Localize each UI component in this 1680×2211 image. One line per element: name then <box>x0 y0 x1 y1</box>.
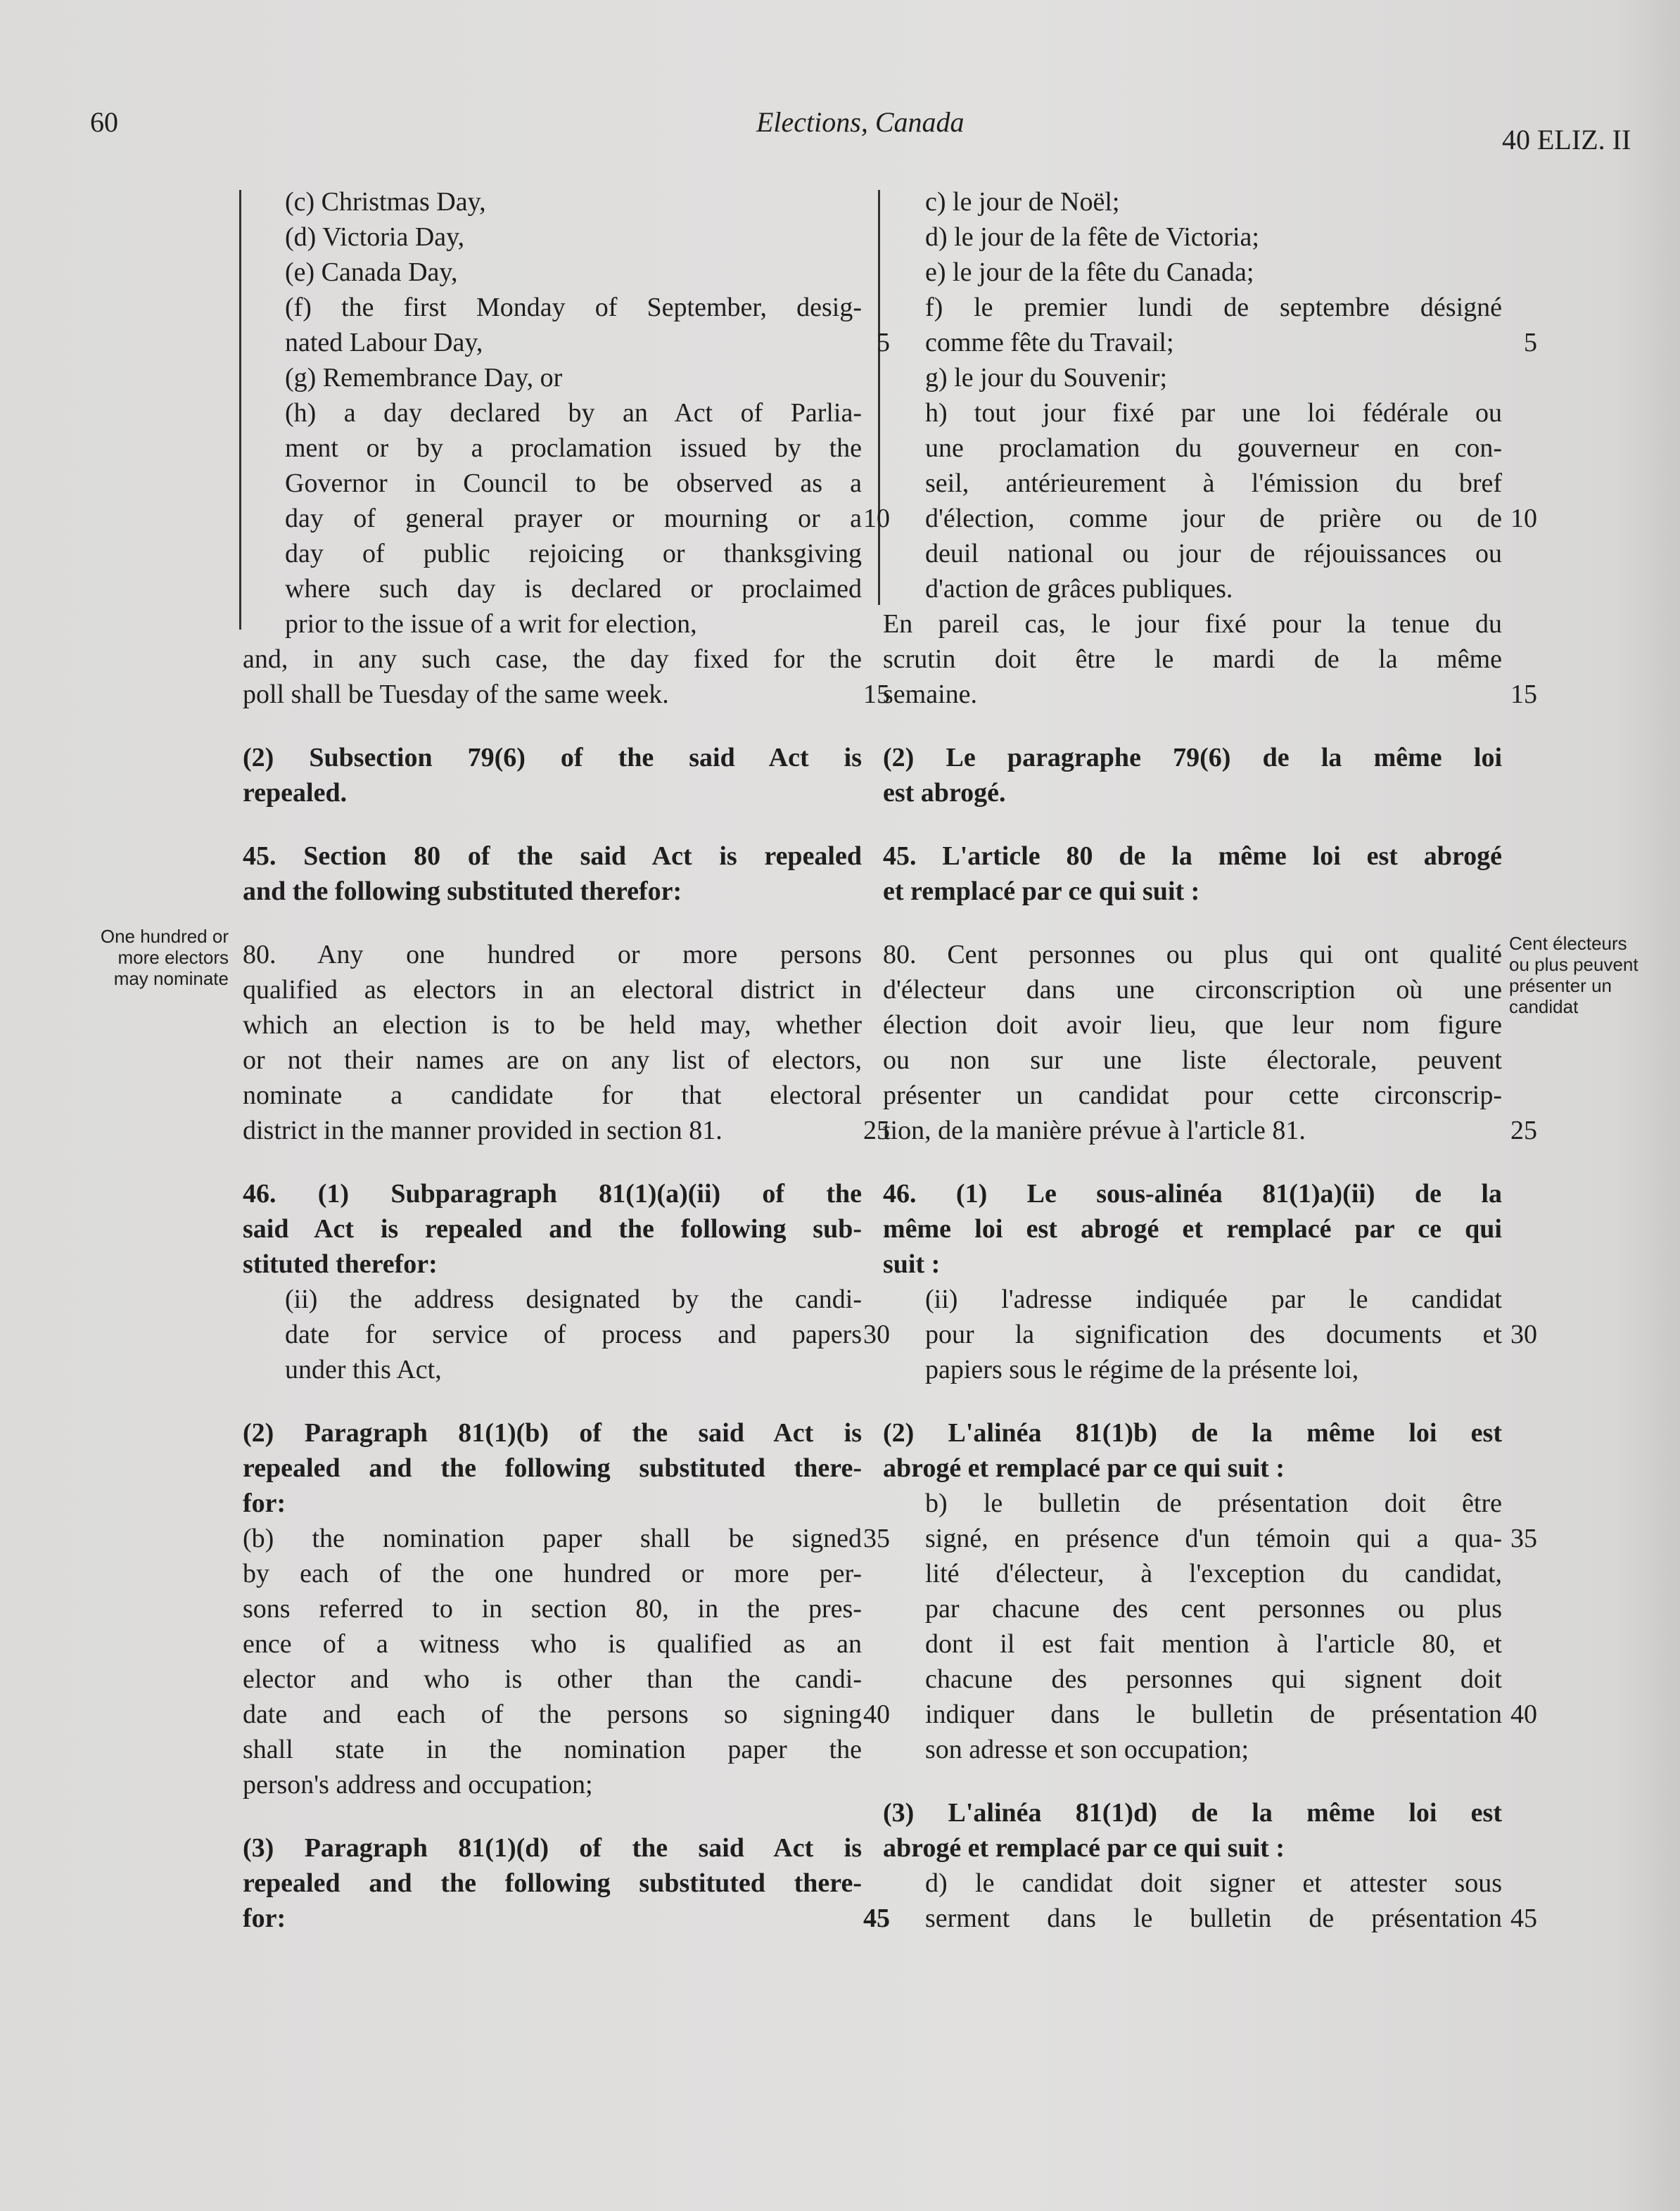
section-80-en: 80. Any one hundred or more persons qualified as electors in an electoral district in which an election is to be held may, whether or not their names are on any list of electors, nominate a candidate for that electoral district in the manner provided in section 81. 25 <box>243 937 862 1148</box>
amendment-2-en: (2) Subsection 79(6) of the said Act is repealed. <box>243 743 862 808</box>
line-number: 40 <box>1510 1700 1537 1729</box>
paragraph-b-en: (b) the nomination paper shall be signed 35 by each of the one hundred or more per- sons referred to in section 80, in the pres- ence of a witness who is qualified as an elector and who is other than the candi- date and each of the persons so signing 40 shall state in the nomination paper the person's address and occupation; <box>243 1521 862 1802</box>
amendment-bar-en <box>239 190 241 630</box>
holiday-list-fr: c) le jour de Noël; d) le jour de la fête de Victoria; e) le jour de la fête du Canada; f) le premier lundi de septembre désigné comme fête du Travail; 5 g) le jour du Souvenir; h) tout jour fixé par une loi fédérale ou une proclamation du gouverneur en con- seil, antérieurement à l'émission du bref d'élection, comme jour de prière ou de 10 deuil national ou jour de réjouissances ou d'action de grâces publiques. <box>925 187 1537 604</box>
line-number: 30 <box>1510 1320 1537 1349</box>
margin-note-fr: Cent électeurs ou plus peuvent présenter un candidat <box>1509 933 1638 1017</box>
line-number: 45 <box>863 1904 890 1933</box>
section-80-fr: 80. Cent personnes ou plus qui ont qualité d'électeur dans une circonscription où une élection doit avoir lieu, que leur nom figure ou non sur une liste électorale, peuvent présenter un candidat pour cette circonscrip- tion, de la manière prévue à l'article 81. 25 <box>883 937 1502 1148</box>
paragraph-b-fr: b) le bulletin de présentation doit être signé, en présence d'un témoin qui a qua- 35 lité d'électeur, à l'exception du candidat, par chacune des cent personnes ou plus dont il est fait mention à l'article 80, et chacune des personnes qui signent doit indiquer dans le bulletin de présentation 40 son adresse et son occupation; <box>925 1489 1537 1764</box>
line-number: 10 <box>863 504 890 533</box>
english-column <box>243 184 890 1936</box>
section-46-2-en: (2) Paragraph 81(1)(b) of the said Act is repealed and the following substituted there- for: <box>243 1418 862 1518</box>
page-number: 60 <box>90 106 118 138</box>
line-number: 5 <box>877 328 890 357</box>
subparagraph-ii-en: (ii) the address designated by the candi- date for service of process and papers 30 under this Act, <box>285 1285 890 1384</box>
section-46-fr: 46. (1) Le sous-alinéa 81(1)a)(ii) de la même loi est abrogé et remplacé par ce qui suit : <box>883 1179 1502 1279</box>
amendment-2-fr: (2) Le paragraphe 79(6) de la même loi est abrogé. <box>883 743 1502 808</box>
section-46-3-fr: (3) L'alinéa 81(1)d) de la même loi est abrogé et remplacé par ce qui suit : <box>883 1798 1502 1863</box>
line-number: 15 <box>1510 680 1537 709</box>
line-number: 25 <box>863 1116 890 1145</box>
holiday-list-en: (c) Christmas Day, (d) Victoria Day, (e) Canada Day, (f) the first Monday of September, desig- nated Labour Day, 5 (g) Remembrance Day, or (h) a day declared by an Act of Parlia- ment or by a proclamation issued by the Governor in Council to be observed as a day of general prayer or mourning or a 10 day of public rejoicing or thanksgiving where such day is declared or proclaimed prior to the issue of a writ for election, <box>285 187 890 639</box>
section-46-en: 46. (1) Subparagraph 81(1)(a)(ii) of the said Act is repealed and the following sub- stituted therefor: <box>243 1179 862 1279</box>
french-column <box>883 184 1537 1936</box>
section-46-3-en: (3) Paragraph 81(1)(d) of the said Act is repealed and the following substituted there- for: 45 <box>243 1830 862 1936</box>
regnal-year: 40 ELIZ. II <box>1502 124 1631 155</box>
line-number: 10 <box>1510 504 1537 533</box>
closing-en: and, in any such case, the day fixed for the poll shall be Tuesday of the same week. 15 <box>243 642 862 712</box>
section-45-fr: 45. L'article 80 de la même loi est abrogé et remplacé par ce qui suit : <box>883 841 1502 906</box>
section-46-2-fr: (2) L'alinéa 81(1)b) de la même loi est abrogé et remplacé par ce qui suit : <box>883 1418 1502 1483</box>
section-45-en: 45. Section 80 of the said Act is repealed and the following substituted therefor: <box>243 841 862 906</box>
margin-note-en: One hundred or more electors may nominate <box>100 926 229 989</box>
line-number: 5 <box>1524 328 1537 357</box>
line-number: 25 <box>1510 1116 1537 1145</box>
amendment-bar-fr <box>878 190 880 605</box>
line-number: 45 <box>1510 1904 1537 1933</box>
closing-fr: En pareil cas, le jour fixé pour la tenue du scrutin doit être le mardi de la même semaine. 15 <box>883 606 1502 712</box>
line-number: 35 <box>863 1524 890 1553</box>
line-number: 40 <box>863 1700 890 1729</box>
line-number: 30 <box>863 1320 890 1349</box>
line-number: 15 <box>863 680 890 709</box>
paragraph-d-fr: d) le candidat doit signer et attester sous serment dans le bulletin de présentation 45 <box>883 1866 1502 1936</box>
running-title: Elections, Canada <box>756 106 965 138</box>
line-number: 35 <box>1510 1524 1537 1553</box>
subparagraph-ii-fr: (ii) l'adresse indiquée par le candidat pour la signification des documents et 30 papiers sous le régime de la présente loi, <box>925 1285 1537 1384</box>
